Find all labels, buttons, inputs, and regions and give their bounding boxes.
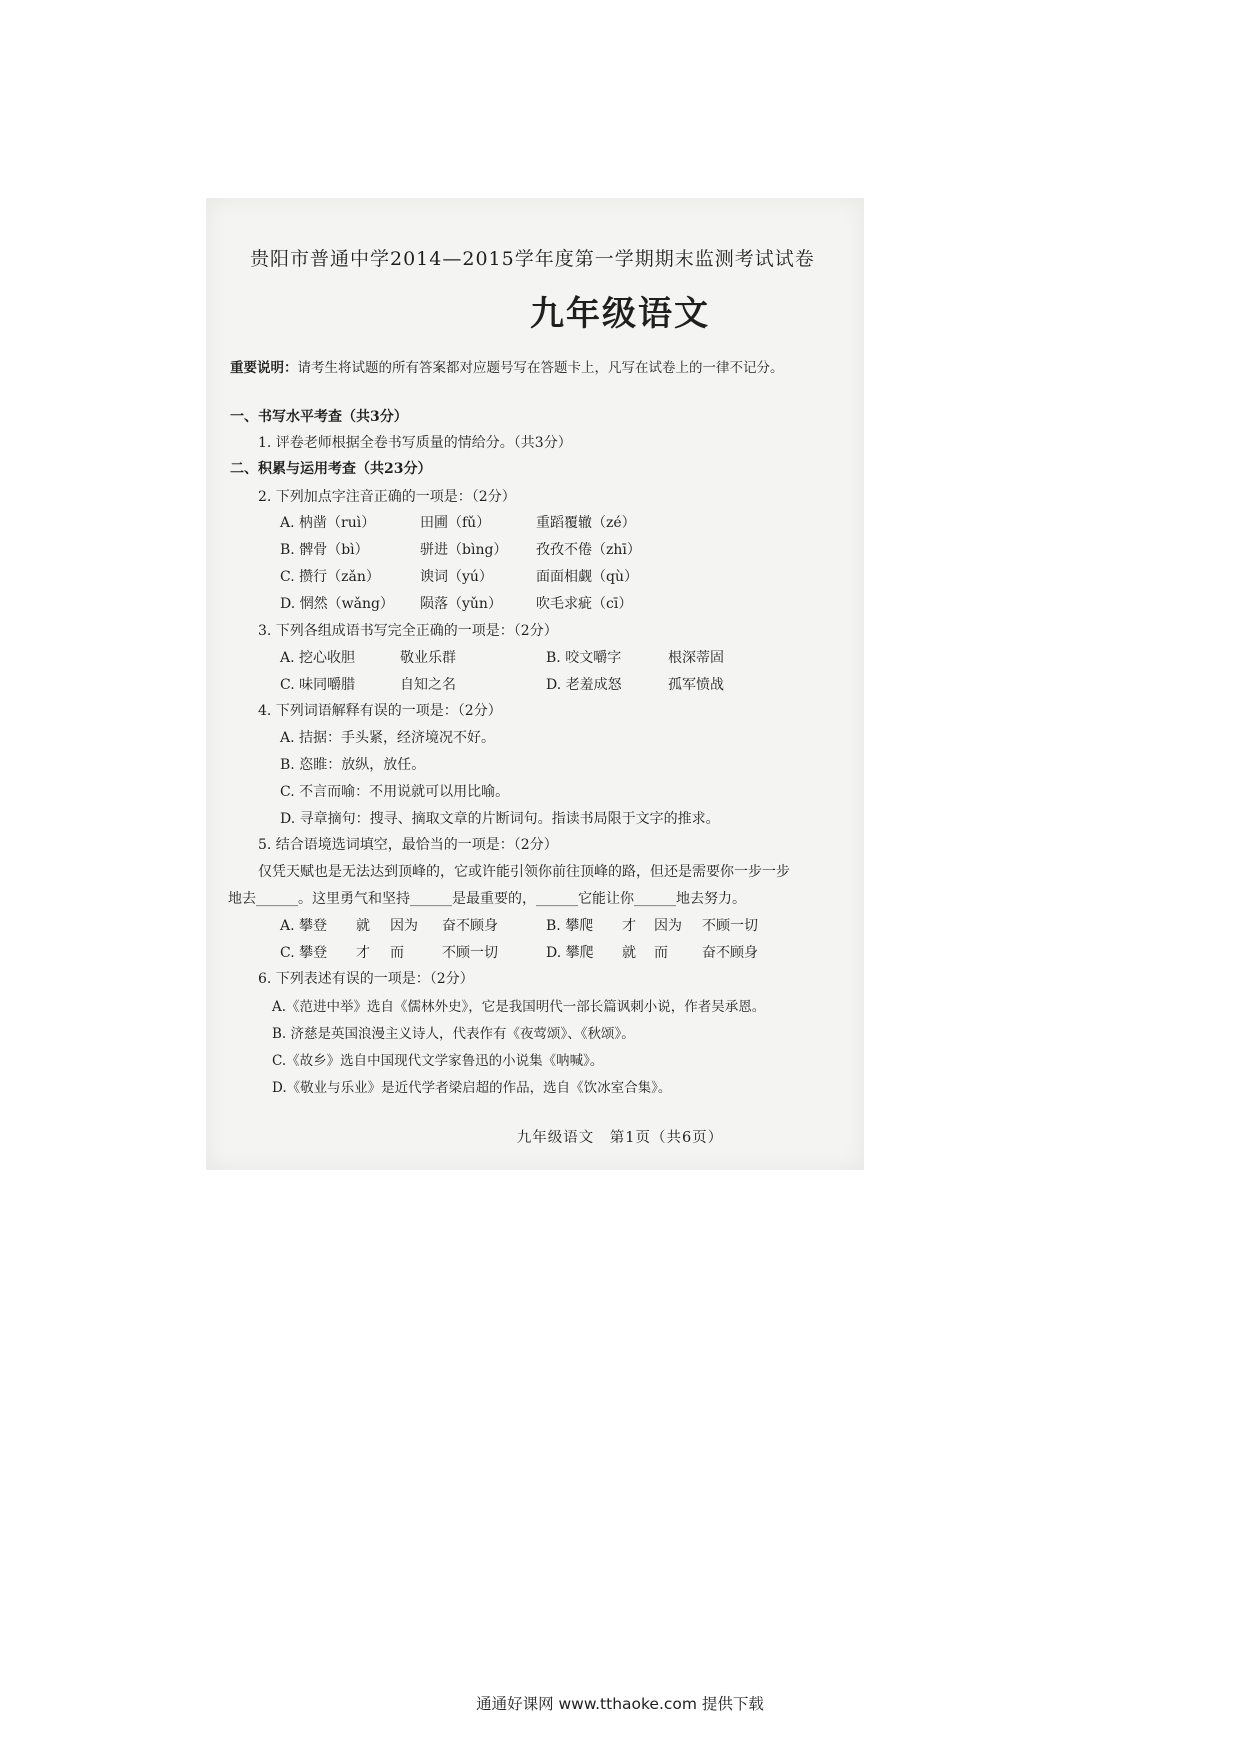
question-2-stem: 2. 下列加点字注音正确的一项是：（2分） (258, 489, 516, 505)
q3-option-c-2: 自知之名 (400, 677, 456, 693)
q2-option-d-1: D. 惘然（wǎng） (280, 596, 394, 612)
subject-title: 九年级语文 (530, 294, 710, 334)
q6-option-b: B. 济慈是英国浪漫主义诗人，代表作有《夜莺颂》、《秋颂》。 (272, 1026, 635, 1042)
q4-option-a: A. 拮据：手头紧，经济境况不好。 (280, 730, 496, 746)
q5-passage-line-1: 仅凭天赋也是无法达到顶峰的，它或许能引领你前往顶峰的路，但还是需要你一步一步 (258, 864, 790, 880)
q3-option-c: C. 味同嚼腊 (280, 677, 356, 693)
note-label: 重要说明： (230, 360, 298, 376)
site-footer: 通通好课网 www.tthaoke.com 提供下载 (476, 1695, 764, 1713)
q5-option-d-4: 奋不顾身 (702, 945, 758, 961)
q5-option-c-4: 不顾一切 (442, 945, 498, 961)
q6-option-a: A.《范进中举》选自《儒林外史》，它是我国明代一部长篇讽刺小说，作者吴承恩。 (272, 999, 766, 1015)
q5-option-b-4: 不顾一切 (702, 918, 758, 934)
q3-option-d-2: 孤军愤战 (668, 677, 724, 693)
q5-option-d-3: 而 (654, 945, 668, 961)
q2-option-b-2: 骈进（bìng） (420, 542, 508, 558)
q3-option-b: B. 咬文嚼字 (546, 650, 622, 666)
q5-option-b-2: 才 (622, 918, 636, 934)
important-note (230, 356, 784, 376)
q4-option-c: C. 不言而喻：不用说就可以用比喻。 (280, 784, 510, 800)
q2-option-a-1: A. 枘凿（ruì） (280, 515, 376, 531)
q4-option-b: B. 恣睢：放纵，放任。 (280, 757, 426, 773)
q2-option-c-3: 面面相觑（qù） (536, 569, 638, 585)
note-text: 请考生将试题的所有答案都对应题号写在答题卡上，凡写在试卷上的一律不记分。 (297, 360, 784, 376)
section-1-title: 一、书写水平考查（共3分） (230, 409, 408, 425)
q5-option-d-1: D. 攀爬 (546, 945, 594, 961)
q5-option-c-1: C. 攀登 (280, 945, 328, 961)
q5-option-c-3: 而 (390, 945, 404, 961)
q4-option-d: D. 寻章摘句：搜寻、摘取文章的片断词句。指读书局限于文字的推求。 (280, 811, 720, 827)
q5-passage-line-2: 地去______。这里勇气和坚持______是最重要的，______它能让你______地去努力。 (228, 891, 746, 907)
q5-option-a-2: 就 (356, 918, 370, 934)
page-number-footer: 九年级语文 第1页（共6页） (516, 1130, 724, 1146)
q2-option-a-3: 重蹈覆辙（zé） (536, 515, 636, 531)
q2-option-d-2: 陨落（yǔn） (420, 596, 502, 612)
q5-option-a-1: A. 攀登 (280, 918, 328, 934)
q5-option-a-3: 因为 (390, 918, 418, 934)
q3-option-a-2: 敬业乐群 (400, 650, 456, 666)
q3-option-b-2: 根深蒂固 (668, 650, 724, 666)
q2-option-a-2: 田圃（fǔ） (420, 515, 491, 531)
question-4-stem: 4. 下列词语解释有误的一项是：（2分） (258, 703, 502, 719)
q6-option-c: C.《故乡》选自中国现代文学家鲁迅的小说集《呐喊》。 (272, 1053, 604, 1069)
question-5-stem: 5. 结合语境选词填空，最恰当的一项是：（2分） (258, 837, 558, 853)
q3-option-a: A. 挖心收胆 (280, 650, 356, 666)
q5-option-c-2: 才 (356, 945, 370, 961)
section-2-title: 二、积累与运用考查（共23分） (230, 461, 432, 477)
q5-option-b-1: B. 攀爬 (546, 918, 594, 934)
question-1: 1. 评卷老师根据全卷书写质量的情给分。（共3分） (258, 435, 572, 451)
q5-option-b-3: 因为 (654, 918, 682, 934)
q2-option-c-1: C. 攒行（zǎn） (280, 569, 380, 585)
exam-header-title: 贵阳市普通中学2014—2015学年度第一学期期末监测考试试卷 (250, 248, 815, 270)
q2-option-c-2: 谀词（yú） (420, 569, 493, 585)
q5-option-d-2: 就 (622, 945, 636, 961)
q2-option-d-3: 吹毛求疵（cī） (536, 596, 633, 612)
q2-option-b-3: 孜孜不倦（zhī） (536, 542, 641, 558)
q6-option-d: D.《敬业与乐业》是近代学者梁启超的作品，选自《饮冰室合集》。 (272, 1080, 672, 1096)
question-3-stem: 3. 下列各组成语书写完全正确的一项是：（2分） (258, 623, 558, 639)
question-6-stem: 6. 下列表述有误的一项是：（2分） (258, 971, 474, 987)
q2-option-b-1: B. 髀骨（bì） (280, 542, 369, 558)
q3-option-d: D. 老羞成怒 (546, 677, 622, 693)
q5-option-a-4: 奋不顾身 (442, 918, 498, 934)
